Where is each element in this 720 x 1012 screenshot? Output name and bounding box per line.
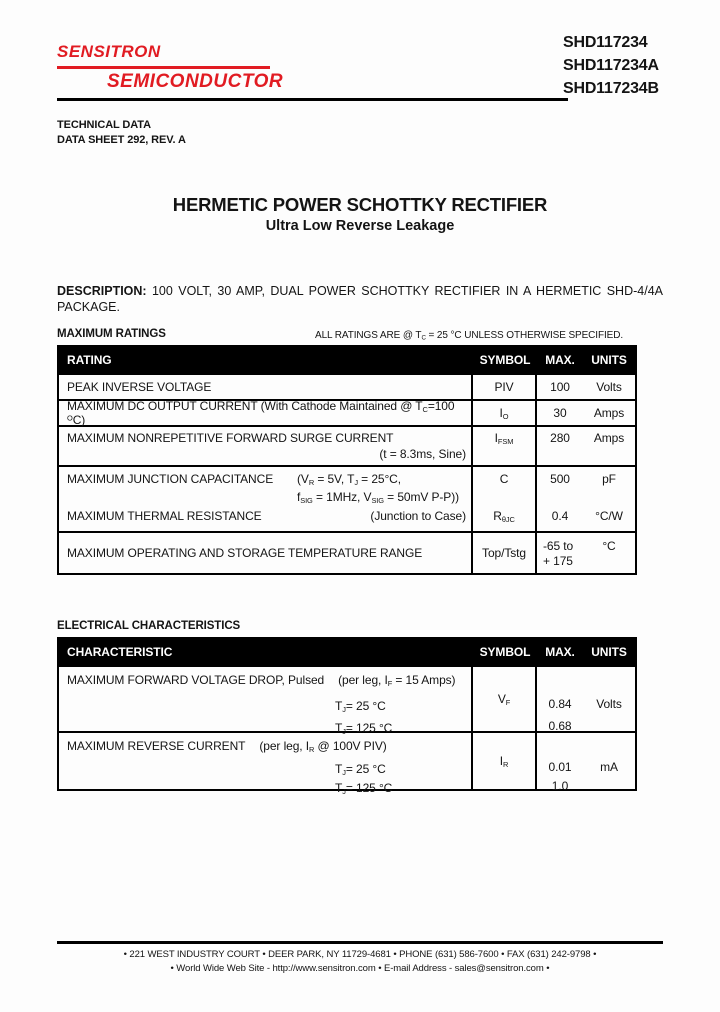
doc-meta-line1: TECHNICAL DATA [57, 119, 151, 131]
max-ratings-table [57, 345, 637, 575]
rating-units: Amps [593, 406, 625, 420]
footer-address-line: • 221 WEST INDUSTRY COURT • DEER PARK, NY 11729-4681 • PHONE (631) 586-7600 • FAX (631) 242-9798 • [123, 949, 597, 960]
brand-name-bottom: SEMICONDUCTOR [107, 71, 284, 92]
rating-max: 100 [550, 380, 570, 394]
test-condition-tj125: $T_J= 125$ °C [335, 781, 393, 796]
characteristic-name: MAXIMUM FORWARD VOLTAGE DROP, Pulsed [67, 673, 325, 687]
electrical-table-header [59, 639, 635, 665]
rating-units: °C/W [595, 509, 623, 523]
characteristic-symbol: $I_R$ [473, 733, 537, 789]
doc-meta-line2: DATA SHEET 292, REV. A [57, 134, 186, 146]
description-text: 100 VOLT, 30 AMP, DUAL POWER SCHOTTKY RECTIFIER IN A HERMETIC SHD-4/4A PACKAGE. [57, 284, 663, 314]
characteristic-max-125c: 1.0 [551, 778, 569, 793]
rating-name: PEAK INVERSE VOLTAGE [59, 375, 473, 399]
rating-symbol: PIV [473, 375, 537, 399]
part-number-1: SHD117234 [563, 34, 648, 51]
rating-condition: (t = 8.3ms, Sine) [379, 447, 466, 461]
rating-max: -65 to + 175 [543, 539, 574, 568]
rating-units: °C [602, 539, 616, 553]
header-characteristic: CHARACTERISTIC [67, 645, 173, 659]
max-ratings-conditions-note: ALL RATINGS ARE @ $T_C = 25$ °C UNLESS OTHERWISE SPECIFIED. [315, 330, 624, 342]
rating-symbol: $I_{FSM}$ [473, 427, 537, 465]
footer-rule [57, 941, 663, 944]
test-condition-tj25: $T_J= 25$ °C [335, 762, 386, 777]
rating-condition: (Junction to Case) [370, 509, 466, 523]
rating-name: MAXIMUM DC OUTPUT CURRENT (With Cathode Maintained @ $T_C=100$ $^O$C) [59, 401, 473, 425]
footer [0, 948, 720, 975]
characteristic-max-125c: 0.68 [548, 719, 572, 733]
rating-units: Amps [593, 431, 625, 445]
rating-symbol: C [499, 472, 509, 486]
characteristic-units: Volts [596, 697, 622, 711]
rating-max: 30 [553, 406, 567, 420]
max-ratings-section-label: MAXIMUM RATINGS [57, 328, 166, 340]
header-units: UNITS [591, 353, 627, 367]
characteristic-name: MAXIMUM REVERSE CURRENT [67, 739, 246, 753]
characteristic-condition: (per leg, $I_R$ @ 100V PIV) [259, 739, 387, 754]
electrical-section-label: ELECTRICAL CHARACTERISTICS [57, 620, 241, 632]
rating-symbol: $I_O$ [473, 401, 537, 425]
brand-logo [57, 42, 284, 92]
rating-max: 500 [550, 472, 570, 486]
rating-max: 0.4 [551, 509, 569, 523]
description-paragraph [57, 283, 663, 315]
characteristic-max-25c: 0.84 [548, 697, 572, 711]
header-units: UNITS [591, 645, 627, 659]
header-symbol: SYMBOL [479, 645, 531, 659]
table-row-forward-voltage [59, 665, 635, 736]
header-symbol: SYMBOL [479, 353, 531, 367]
rating-name: MAXIMUM NONREPETITIVE FORWARD SURGE CURRENT (t = 8.3ms, Sine) [59, 427, 473, 465]
rating-name: MAXIMUM OPERATING AND STORAGE TEMPERATURE RANGE [59, 533, 473, 573]
brand-underline [57, 66, 270, 69]
table-row-piv [59, 373, 635, 399]
header-rule [57, 98, 568, 101]
part-number-3: SHD117234B [563, 80, 659, 97]
doc-meta [57, 118, 186, 148]
test-condition-tj25: $T_J= 25$ °C [335, 699, 386, 714]
characteristic-units: mA [600, 759, 618, 774]
rating-symbol: $R_{\theta JC}$ [493, 509, 515, 524]
table-row-temp-range [59, 531, 635, 573]
rating-name: MAXIMUM JUNCTION CAPACITANCE [67, 472, 274, 486]
rating-units: pF [602, 472, 616, 486]
characteristic-condition: (per leg, $I_F = 15$ Amps) [338, 673, 456, 688]
rating-units: Volts [596, 380, 622, 394]
table-row-reverse-current [59, 731, 635, 796]
header-max: MAX. [545, 645, 575, 659]
brand-name-top: SENSITRON [57, 42, 161, 61]
part-number-list [563, 31, 659, 100]
page-subtitle: Ultra Low Reverse Leakage [265, 218, 455, 234]
rating-max: 280 [550, 431, 570, 445]
header-max: MAX. [545, 353, 575, 367]
electrical-table [57, 637, 637, 796]
max-ratings-table-header [59, 347, 635, 373]
page-title: HERMETIC POWER SCHOTTKY RECTIFIER [172, 194, 548, 215]
characteristic-symbol: $V_F$ [473, 667, 537, 731]
table-row-capacitance-thermal [59, 465, 635, 531]
rating-symbol: Top/Tstg [473, 533, 537, 573]
description-label: DESCRIPTION: [57, 284, 147, 298]
footer-web-line: • World Wide Web Site - http://www.sensitron.com • E-mail Address - sales@sensitron.com • [170, 962, 550, 974]
table-row-io [59, 398, 635, 428]
characteristic-max-25c: 0.01 [548, 759, 572, 774]
part-number-2: SHD117234A [563, 57, 659, 74]
test-condition-tj125: $T_J= 125$ °C [335, 721, 393, 736]
header-rating: RATING [67, 353, 112, 367]
rating-name: MAXIMUM THERMAL RESISTANCE [67, 509, 262, 523]
rating-condition: ($V_R = 5V$, $T_J = 25^\circ C$, $f_{SIG} = 1MHz$, $V_{SIG} = 50mV$ P-P)) [297, 472, 460, 505]
table-row-ifsm [59, 425, 635, 465]
